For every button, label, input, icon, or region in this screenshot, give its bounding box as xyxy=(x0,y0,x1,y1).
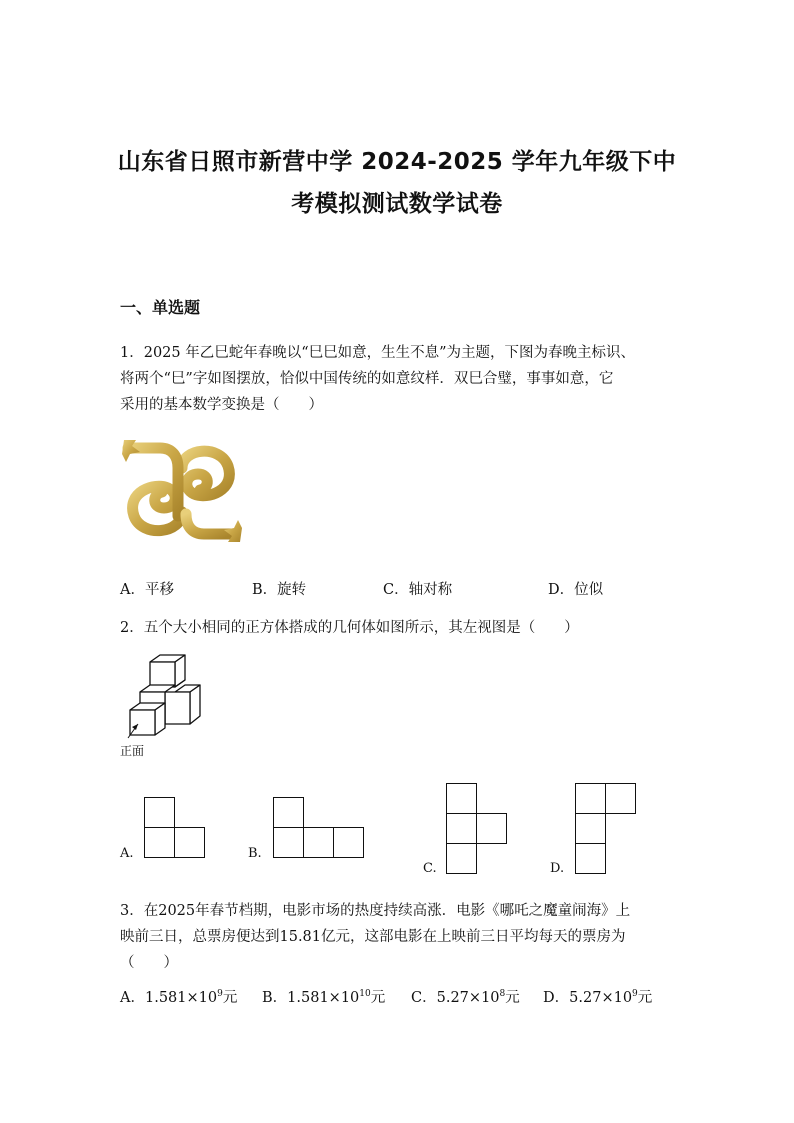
q1-line3: 采用的基本数学变换是（ ） xyxy=(120,397,323,413)
option-exponent: 9 xyxy=(632,989,638,1000)
option-coefficient: 5.27 xyxy=(436,990,469,1006)
option-letter: B. xyxy=(248,846,262,861)
q3-line1: 3．在2025年春节档期，电影市场的热度持续高涨．电影《哪吒之魔童闹海》上 xyxy=(120,903,631,919)
q3-option-d[interactable] xyxy=(543,986,652,1007)
view-square xyxy=(575,813,606,844)
option-base: 10 xyxy=(613,990,633,1006)
option-letter: C. xyxy=(423,861,437,876)
option-unit: 元 xyxy=(222,990,238,1006)
option-letter: A． xyxy=(120,990,145,1006)
view-square xyxy=(446,843,477,874)
q3-option-a[interactable] xyxy=(120,986,237,1007)
q1-option-a[interactable]: A．平移 xyxy=(120,582,174,598)
q3-option-c[interactable] xyxy=(411,986,520,1007)
q1-option-d[interactable]: D．位似 xyxy=(548,582,604,598)
view-square xyxy=(144,827,175,858)
option-letter: C． xyxy=(411,990,437,1006)
view-square xyxy=(144,797,175,828)
option-unit: 元 xyxy=(370,990,386,1006)
section-heading: 一、单选题 xyxy=(120,298,201,317)
q1-option-b[interactable]: B．旋转 xyxy=(252,582,307,598)
view-square xyxy=(303,827,334,858)
option-exponent: 8 xyxy=(499,989,506,1000)
q3-stem xyxy=(120,898,680,976)
option-letter: D． xyxy=(543,990,570,1006)
q2-stem: 2．五个大小相同的正方体搭成的几何体如图所示，其左视图是（ ） xyxy=(120,620,579,636)
option-base: 10 xyxy=(481,990,500,1006)
q2-option-a-view[interactable] xyxy=(144,797,206,859)
q2-option-c-view[interactable] xyxy=(446,783,508,875)
view-square xyxy=(476,813,507,844)
times-sign: × xyxy=(328,990,341,1006)
option-base: 10 xyxy=(198,990,218,1006)
view-square xyxy=(605,783,636,814)
times-sign: × xyxy=(468,990,482,1006)
option-letter: D. xyxy=(550,861,565,876)
front-label: 正面 xyxy=(120,744,145,758)
view-square xyxy=(174,827,205,858)
times-sign: × xyxy=(601,990,614,1006)
doc-title-line1: 山东省日照市新营中学 2024-2025 学年九年级下中 xyxy=(117,149,677,175)
option-letter: A. xyxy=(120,846,134,861)
option-coefficient: 1.581 xyxy=(144,990,187,1006)
option-coefficient: 5.27 xyxy=(569,990,602,1006)
q1-option-c[interactable]: C．轴对称 xyxy=(383,582,453,598)
times-sign: × xyxy=(186,990,199,1006)
q1-stem xyxy=(120,340,680,418)
view-square xyxy=(446,813,477,844)
cube-solid-figure xyxy=(118,652,210,742)
q2-option-b-view[interactable] xyxy=(273,797,366,859)
view-square xyxy=(333,827,364,858)
q3-option-b[interactable] xyxy=(262,986,385,1007)
option-base: 10 xyxy=(340,990,360,1006)
q1-line2: 将两个“巳”字如图摆放，恰似中国传统的如意纹样．双巳合璧，事事如意，它 xyxy=(120,371,614,387)
option-exponent: 10 xyxy=(359,989,371,1000)
view-square xyxy=(446,783,477,814)
ruyi-logo-image xyxy=(120,438,244,544)
option-letter: B． xyxy=(262,990,288,1006)
q3-line3: （ ） xyxy=(120,955,178,971)
q3-line2: 映前三日，总票房便达到15.81亿元，这部电影在上映前三日平均每天的票房为 xyxy=(120,929,626,945)
option-unit: 元 xyxy=(637,990,653,1006)
doc-title-line2: 考模拟测试数学试卷 xyxy=(291,191,503,217)
option-unit: 元 xyxy=(505,990,520,1006)
view-square xyxy=(273,827,304,858)
option-exponent: 9 xyxy=(217,989,223,1000)
q2-option-d-view[interactable] xyxy=(575,783,637,875)
q1-line1: 1．2025 年乙巳蛇年春晚以“巳巳如意，生生不息”为主题，下图为春晚主标识、 xyxy=(120,345,636,361)
option-coefficient: 1.581 xyxy=(287,990,329,1006)
view-square xyxy=(575,783,606,814)
view-square xyxy=(575,843,606,874)
view-square xyxy=(273,797,304,828)
